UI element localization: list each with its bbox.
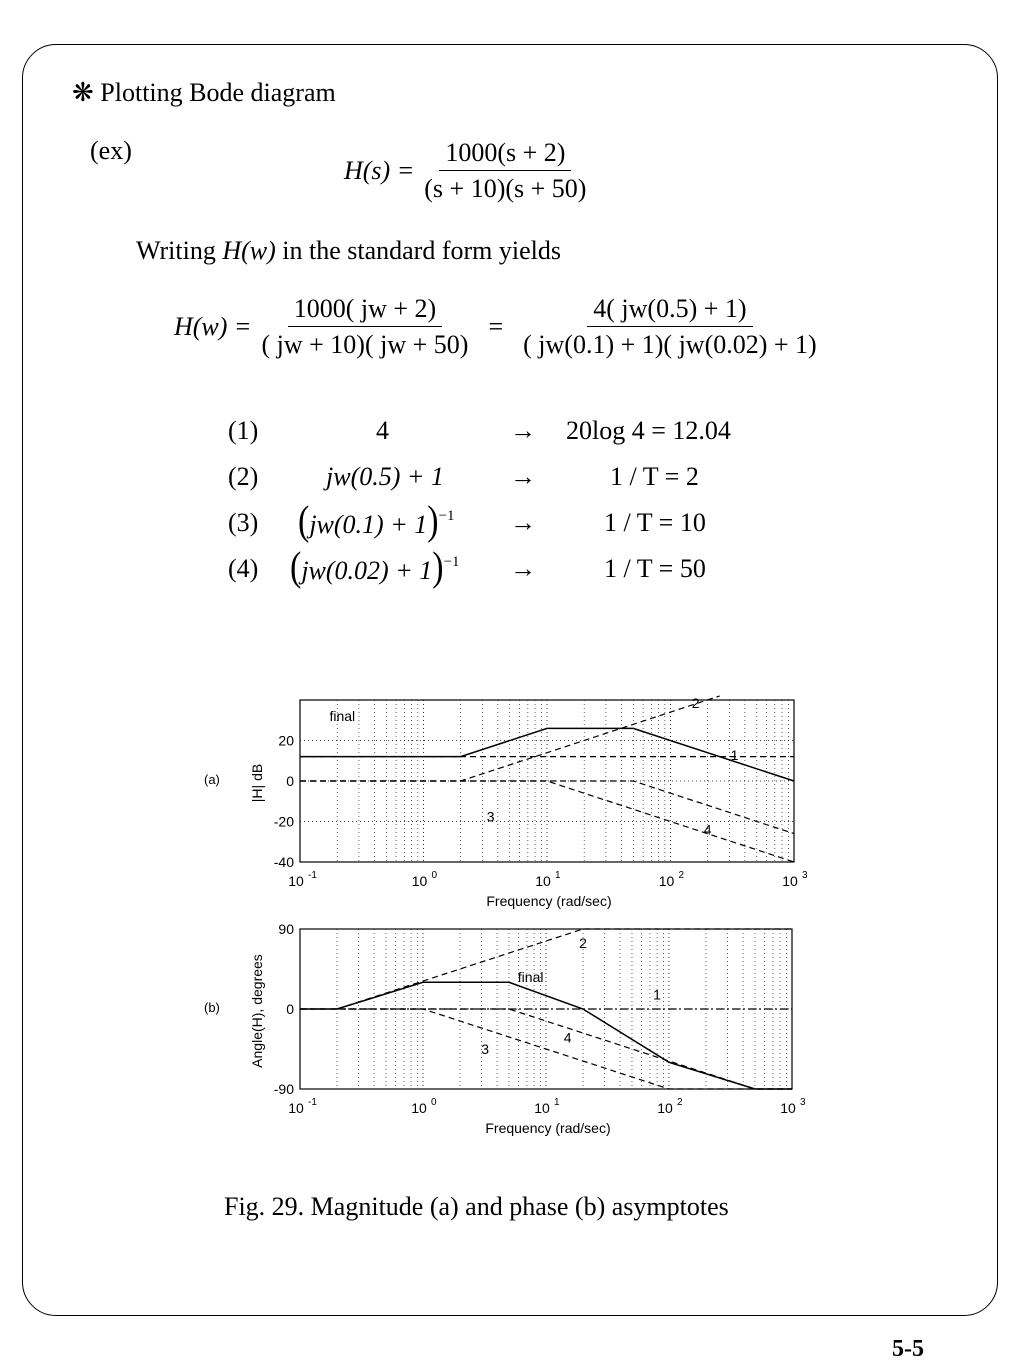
term-expression: jw(0.5) + 1 xyxy=(326,462,444,491)
term-exponent: −1 xyxy=(438,508,455,524)
term-index: (4) xyxy=(228,554,259,583)
term-index: (1) xyxy=(228,416,259,445)
intro-text-start: Writing xyxy=(136,236,223,265)
x-tick-exponent: 2 xyxy=(678,870,685,881)
arrow-icon: → xyxy=(510,508,536,537)
x-tick-label: 10 xyxy=(780,1100,796,1116)
equation-hw-lhs: H(w) = xyxy=(174,312,252,341)
series-label: 2 xyxy=(579,935,587,952)
x-tick-label: 10 xyxy=(288,1100,304,1116)
page-number: 5-5 xyxy=(892,1336,924,1362)
x-tick-label: 10 xyxy=(411,1100,427,1116)
term-result: 1 / T = 2 xyxy=(610,462,699,491)
series-label: 1 xyxy=(730,746,739,763)
x-tick-label: 10 xyxy=(657,1100,673,1116)
left-paren: ( xyxy=(290,545,302,590)
arrow-icon: → xyxy=(510,416,536,445)
y-axis-label: |H| dB xyxy=(249,763,265,803)
term-result: 1 / T = 10 xyxy=(604,508,706,537)
term-result: 20log 4 = 12.04 xyxy=(566,416,731,445)
y-tick-label: 0 xyxy=(286,1001,294,1017)
y-tick-label: -20 xyxy=(273,813,294,830)
series-label: 1 xyxy=(653,986,661,1003)
x-tick-exponent: 3 xyxy=(802,870,808,881)
x-tick-label: 10 xyxy=(782,873,798,889)
heading-text: Plotting Bode diagram xyxy=(100,78,336,107)
equation-hw-equals: = xyxy=(488,312,504,341)
series-label: 3 xyxy=(486,808,495,825)
example-label: (ex) xyxy=(90,136,132,165)
equation-hs-numerator: 1000(s + 2) xyxy=(439,138,571,171)
left-paren: ( xyxy=(298,499,310,544)
y-tick-label: 90 xyxy=(278,921,294,937)
x-axis-label: Frequency (rad/sec) xyxy=(485,1120,611,1136)
x-tick-exponent: 3 xyxy=(800,1097,806,1108)
series-label: 3 xyxy=(481,1040,490,1057)
equation-hw-denominator-1: ( jw + 10)( jw + 50) xyxy=(261,330,469,359)
y-tick-label: 20 xyxy=(278,732,294,749)
term-index: (2) xyxy=(228,462,259,491)
term-exponent: −1 xyxy=(443,554,460,570)
y-tick-label: -90 xyxy=(273,1081,294,1097)
x-tick-exponent: 0 xyxy=(431,870,438,881)
series-line-final xyxy=(300,982,792,1089)
intro-text-end: in the standard form yields xyxy=(275,236,561,265)
x-tick-label: 10 xyxy=(411,873,428,889)
y-tick-label: -40 xyxy=(273,854,294,870)
term-expression: jw(0.02) + 1 xyxy=(301,556,433,585)
chart-panel-magnitude xyxy=(204,695,808,909)
arrow-icon: → xyxy=(510,554,536,583)
equation-hs-denominator: (s + 10)(s + 50) xyxy=(424,174,587,203)
x-tick-label: 10 xyxy=(658,873,675,889)
equation-hw-denominator-2: ( jw(0.1) + 1)( jw(0.02) + 1) xyxy=(523,330,817,359)
x-tick-exponent: -1 xyxy=(308,1097,317,1108)
y-axis-label: Angle(H), degrees xyxy=(249,954,265,1068)
term-expression: jw(0.1) + 1 xyxy=(309,510,428,539)
term-result: 1 / T = 50 xyxy=(604,554,706,583)
x-axis-label: Frequency (rad/sec) xyxy=(486,893,612,909)
arrow-icon: → xyxy=(510,462,536,491)
series-label: final xyxy=(517,968,544,985)
panel-label: (b) xyxy=(204,1000,220,1015)
term-expression: 4 xyxy=(376,416,389,445)
series-label: 4 xyxy=(563,1029,572,1046)
chart-panel-phase xyxy=(204,921,806,1136)
x-tick-label: 10 xyxy=(535,873,551,889)
series-line-3 xyxy=(300,781,794,862)
series-line-2 xyxy=(337,929,792,1009)
figure-caption: Fig. 29. Magnitude (a) and phase (b) asymptotes xyxy=(224,1192,729,1221)
panel-label: (a) xyxy=(204,772,220,787)
series-label: 2 xyxy=(691,695,700,712)
equation-hs-lhs: H(s) = xyxy=(344,156,415,185)
x-tick-exponent: -1 xyxy=(308,870,317,881)
flower-bullet-icon: ❋ xyxy=(72,78,94,107)
x-tick-exponent: 1 xyxy=(555,870,561,881)
x-tick-exponent: 0 xyxy=(431,1097,437,1108)
right-paren: ) xyxy=(427,499,439,544)
x-tick-exponent: 1 xyxy=(554,1097,560,1108)
series-label: final xyxy=(329,708,356,725)
equation-hw-numerator-1: 1000( jw + 2) xyxy=(288,294,442,327)
intro-symbol: H(w) xyxy=(222,236,276,265)
term-index: (3) xyxy=(228,508,259,537)
equation-hw-numerator-2: 4( jw(0.5) + 1) xyxy=(587,294,752,327)
x-tick-label: 10 xyxy=(288,873,304,889)
x-tick-label: 10 xyxy=(534,1100,550,1116)
right-paren: ) xyxy=(432,545,444,590)
x-tick-exponent: 2 xyxy=(677,1097,683,1108)
series-label: 4 xyxy=(703,821,712,838)
y-tick-label: 0 xyxy=(286,773,294,789)
